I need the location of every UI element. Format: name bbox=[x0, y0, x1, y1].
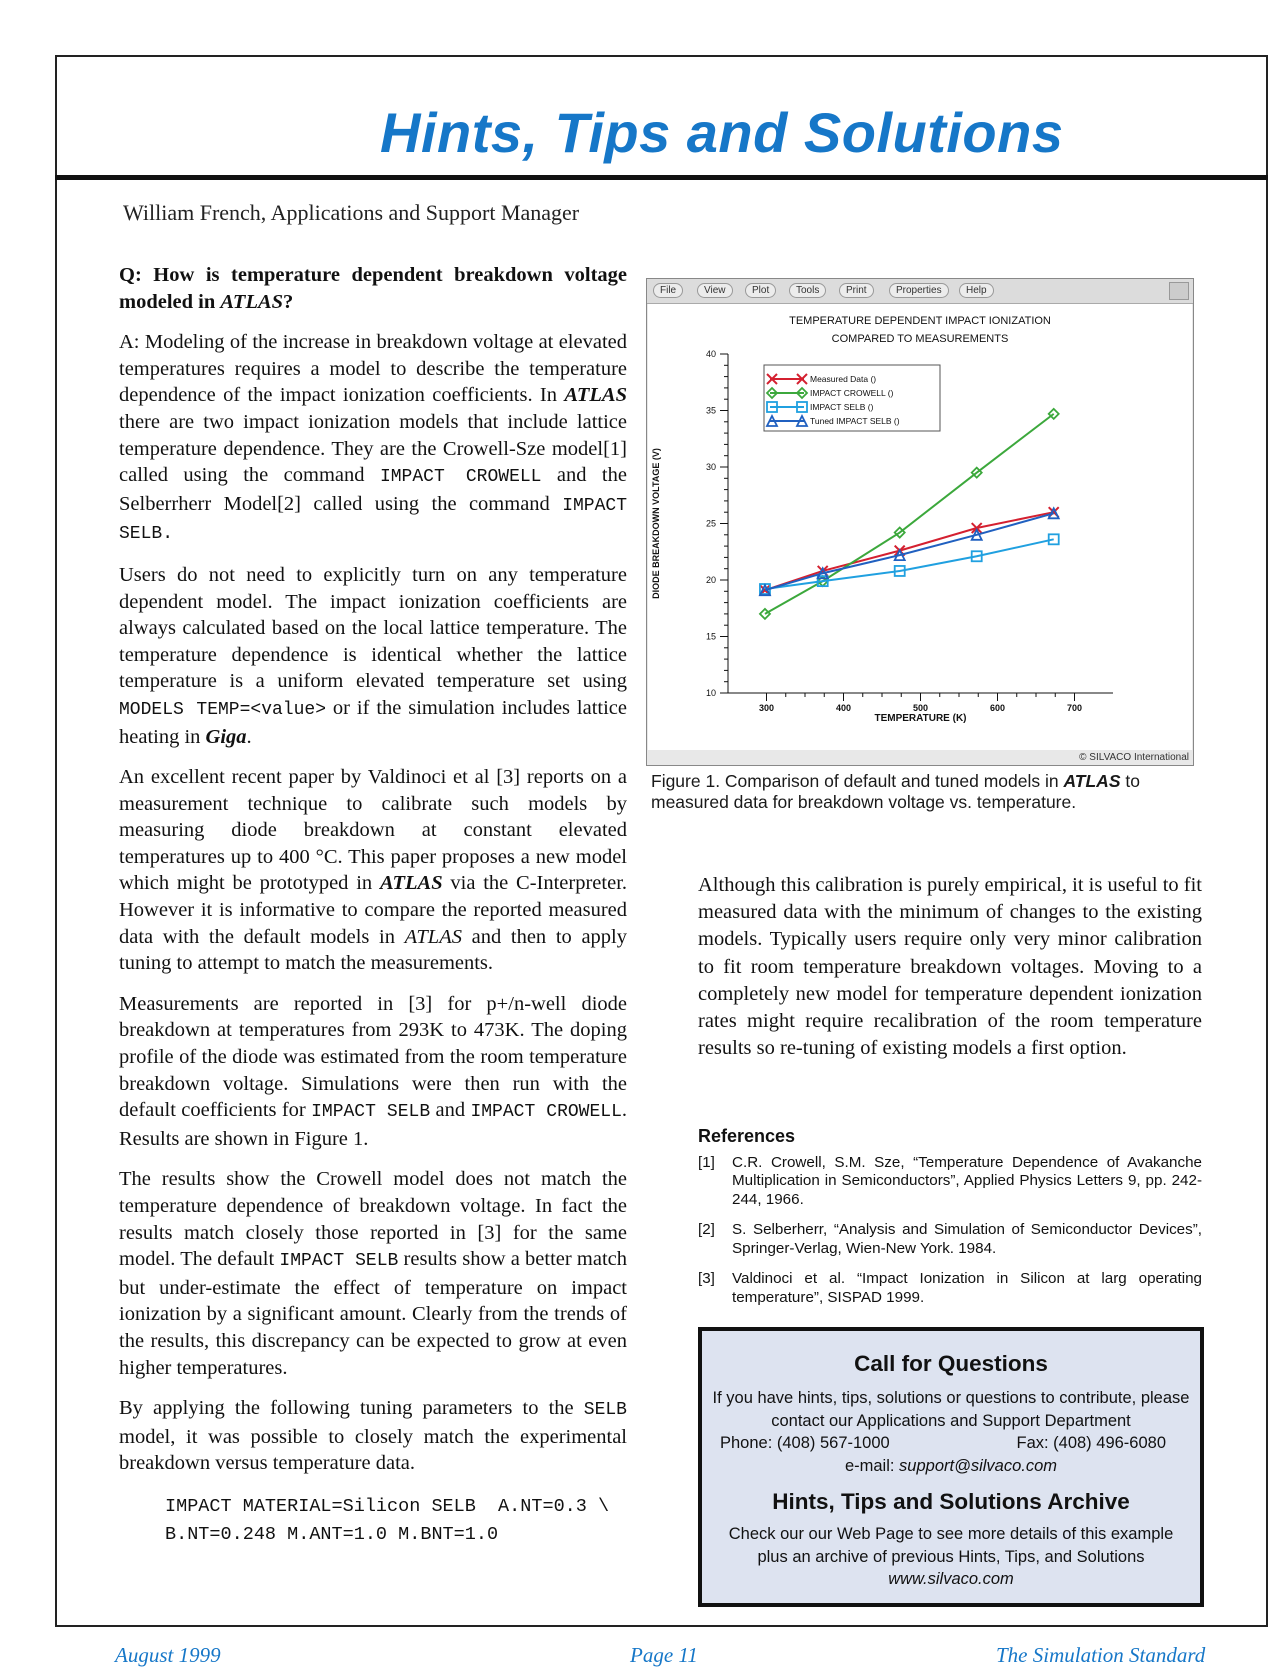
window-control-button[interactable] bbox=[1169, 282, 1189, 300]
y-tick-label: 25 bbox=[705, 518, 716, 529]
reference-number: [2] bbox=[698, 1221, 715, 1238]
email-link[interactable]: support@silvaco.com bbox=[899, 1456, 1058, 1475]
y-axis-label: DIODE BREAKDOWN VOLTAGE (V) bbox=[651, 448, 661, 599]
contact-numbers bbox=[702, 1432, 1200, 1455]
paragraph-5: The results show the Crowell model does not match the temperature dependence of breakdown voltage. In fact the results match closely those reported in [3] for the same model. The default IMPACT SELB results show a better match but under-estimate the effect of temperature on impact ionization by a significant amount. Clearly from the trends of the results, this discrepancy can be expected to grow at even higher temperatures. bbox=[119, 1168, 627, 1379]
y-tick-label: 15 bbox=[705, 631, 716, 642]
paragraph-2: Users do not need to explicitly turn on any temperature dependent model. The impact ionization coefficients are always calculated based on the local lattice temperature. The temperature dependence is identical whether the lattice temperature is a uniform elevated temperature set using MODELS TEMP=<value> or if the simulation includes lattice heating in Giga. bbox=[119, 563, 628, 748]
paragraph-6: By applying the following tuning parameters to the SELB model, it was possible to closely match the experimental breakdown versus temperature data. bbox=[119, 1397, 627, 1475]
x-axis-label: TEMPERATURE (K) bbox=[874, 713, 967, 724]
title-rule bbox=[55, 175, 1268, 180]
reference-number: [1] bbox=[698, 1153, 715, 1171]
reference-text: C.R. Crowell, S.M. Sze, “Temperature Dependence of Avakanche Multiplication in Semiconductors”, Applied Physics Letters 9, pp. 242-244, 1966. bbox=[732, 1153, 1202, 1208]
paragraph-4: Measurements are reported in [3] for p+/n-well diode breakdown at temperatures from 293K to 473K. The doping profile of the diode was estimated from the room temperature breakdown voltage. Simulations were then run with the default coefficients for IMPACT SELB and IMPACT CROWELL. Results are shown in Figure 1. bbox=[119, 992, 628, 1150]
footer-date: August 1999 bbox=[115, 1643, 221, 1667]
code-line-1: IMPACT MATERIAL=Silicon SELB A.NT=0.3 \ bbox=[165, 1495, 610, 1517]
reference-text: S. Selberherr, “Analysis and Simulation of Semiconductor Devices”, Springer-Verlag, Wien-New York. 1984. bbox=[732, 1221, 1202, 1257]
chart-legend bbox=[764, 365, 940, 431]
legend-label: Measured Data () bbox=[810, 374, 877, 384]
legend-label: Tuned IMPACT SELB () bbox=[810, 416, 900, 426]
page-title: Hints, Tips and Solutions bbox=[380, 101, 1064, 164]
menu-print[interactable]: Print bbox=[839, 283, 874, 298]
code-line-2: B.NT=0.248 M.ANT=1.0 M.BNT=1.0 bbox=[165, 1523, 499, 1545]
article-right-column bbox=[698, 872, 1202, 1062]
plot-copyright: © SILVACO International bbox=[1079, 752, 1189, 763]
fax-number: Fax: (408) 496-6080 bbox=[1016, 1434, 1166, 1452]
x-tick-label: 400 bbox=[835, 703, 852, 713]
legend-label: IMPACT SELB () bbox=[810, 402, 874, 412]
reference-item bbox=[698, 1221, 1202, 1258]
archive-title: Hints, Tips and Solutions Archive bbox=[772, 1489, 1130, 1514]
paragraph-7: Although this calibration is purely empirical, it is useful to fit measured data with the minimum of changes to the existing models. Typically users require only very minor calibration to fit room temperature breakdown voltages. Moving to a completely new model for temperature dependent ionization rates might require recalibration of the room temperature results so re-tuning of existing models a first option. bbox=[698, 874, 1202, 1060]
callbox-title: Call for Questions bbox=[854, 1351, 1048, 1376]
references-heading: References bbox=[698, 1126, 796, 1146]
plot-window bbox=[646, 278, 1194, 766]
footer-publication: The Simulation Standard bbox=[996, 1643, 1206, 1667]
author-line: William French, Applications and Support Manager bbox=[123, 200, 580, 225]
chart-title: TEMPERATURE DEPENDENT IMPACT IONIZATION bbox=[789, 315, 1051, 327]
phone-number: Phone: (408) 567-1000 bbox=[720, 1434, 890, 1452]
x-tick-label: 300 bbox=[758, 703, 775, 713]
menu-properties[interactable]: Properties bbox=[889, 283, 949, 298]
plot-menubar bbox=[647, 279, 1193, 304]
menu-tools[interactable]: Tools bbox=[789, 283, 826, 298]
code-block bbox=[165, 1493, 627, 1549]
menu-file[interactable]: File bbox=[653, 283, 683, 298]
y-tick-label: 35 bbox=[705, 405, 716, 416]
question: Q: How is temperature dependent breakdown voltage modeled in ATLAS? bbox=[119, 264, 627, 313]
legend-label: IMPACT CROWELL () bbox=[810, 388, 894, 398]
x-tick-label: 700 bbox=[1066, 703, 1083, 713]
menu-view[interactable]: View bbox=[697, 283, 733, 298]
menu-help[interactable]: Help bbox=[959, 283, 994, 298]
y-tick-label: 20 bbox=[705, 575, 716, 585]
breakdown-chart bbox=[648, 304, 1192, 750]
archive-text: Check our our Web Page to see more details of this example plus an archive of previous Hints, Tips, and Solutions bbox=[728, 1525, 1174, 1566]
references bbox=[698, 1127, 1202, 1319]
footer-page: Page 11 bbox=[630, 1643, 698, 1667]
email-line: e-mail: support@silvaco.com bbox=[844, 1456, 1058, 1475]
reference-item bbox=[698, 1270, 1202, 1307]
x-tick-label: 600 bbox=[989, 703, 1006, 713]
y-tick-label: 10 bbox=[705, 688, 716, 698]
y-tick-label: 40 bbox=[705, 349, 716, 359]
paragraph-3: An excellent recent paper by Valdinoci et al [3] reports on a measurement technique to calibrate such models by measuring diode breakdown at constant elevated temperatures up to 400 °C. This paper proposes a new model which might be prototyped in ATLAS via the C-Interpreter. However it is informative to compare the reported measured data with the default models in ATLAS and then to apply tuning to attempt to match the measurements. bbox=[119, 766, 628, 975]
chart-subtitle: COMPARED TO MEASUREMENTS bbox=[831, 333, 1009, 345]
callbox-text: If you have hints, tips, solutions or questions to contribute, please contact our Applications and Support Department bbox=[712, 1389, 1190, 1430]
website-link[interactable]: www.silvaco.com bbox=[888, 1570, 1014, 1588]
menu-plot[interactable]: Plot bbox=[745, 283, 776, 298]
reference-text: Valdinoci et al. “Impact Ionization in Silicon at larg operating temperature”, SISPAD 1999. bbox=[732, 1270, 1202, 1306]
figure-caption: Figure 1. Comparison of default and tuned models in ATLAS to measured data for breakdown voltage vs. temperature. bbox=[651, 771, 1140, 812]
reference-number: [3] bbox=[698, 1270, 715, 1287]
y-tick-label: 30 bbox=[705, 462, 716, 472]
x-tick-label: 500 bbox=[912, 703, 929, 713]
reference-item bbox=[698, 1154, 1202, 1210]
call-for-questions-box bbox=[698, 1327, 1204, 1607]
article-left-column bbox=[119, 262, 627, 1549]
paragraph-1: A: Modeling of the increase in breakdown voltage at elevated temperatures requires a model to describe the temperature dependence of the impact ionization coefficients. In ATLAS there are two impact ionization models that include lattice temperature dependence. They are the Crowell-Sze model[1] called using the command IMPACT CROWELL and the Selberrherr Model[2] called using the command IMPACT SELB. bbox=[119, 331, 627, 545]
